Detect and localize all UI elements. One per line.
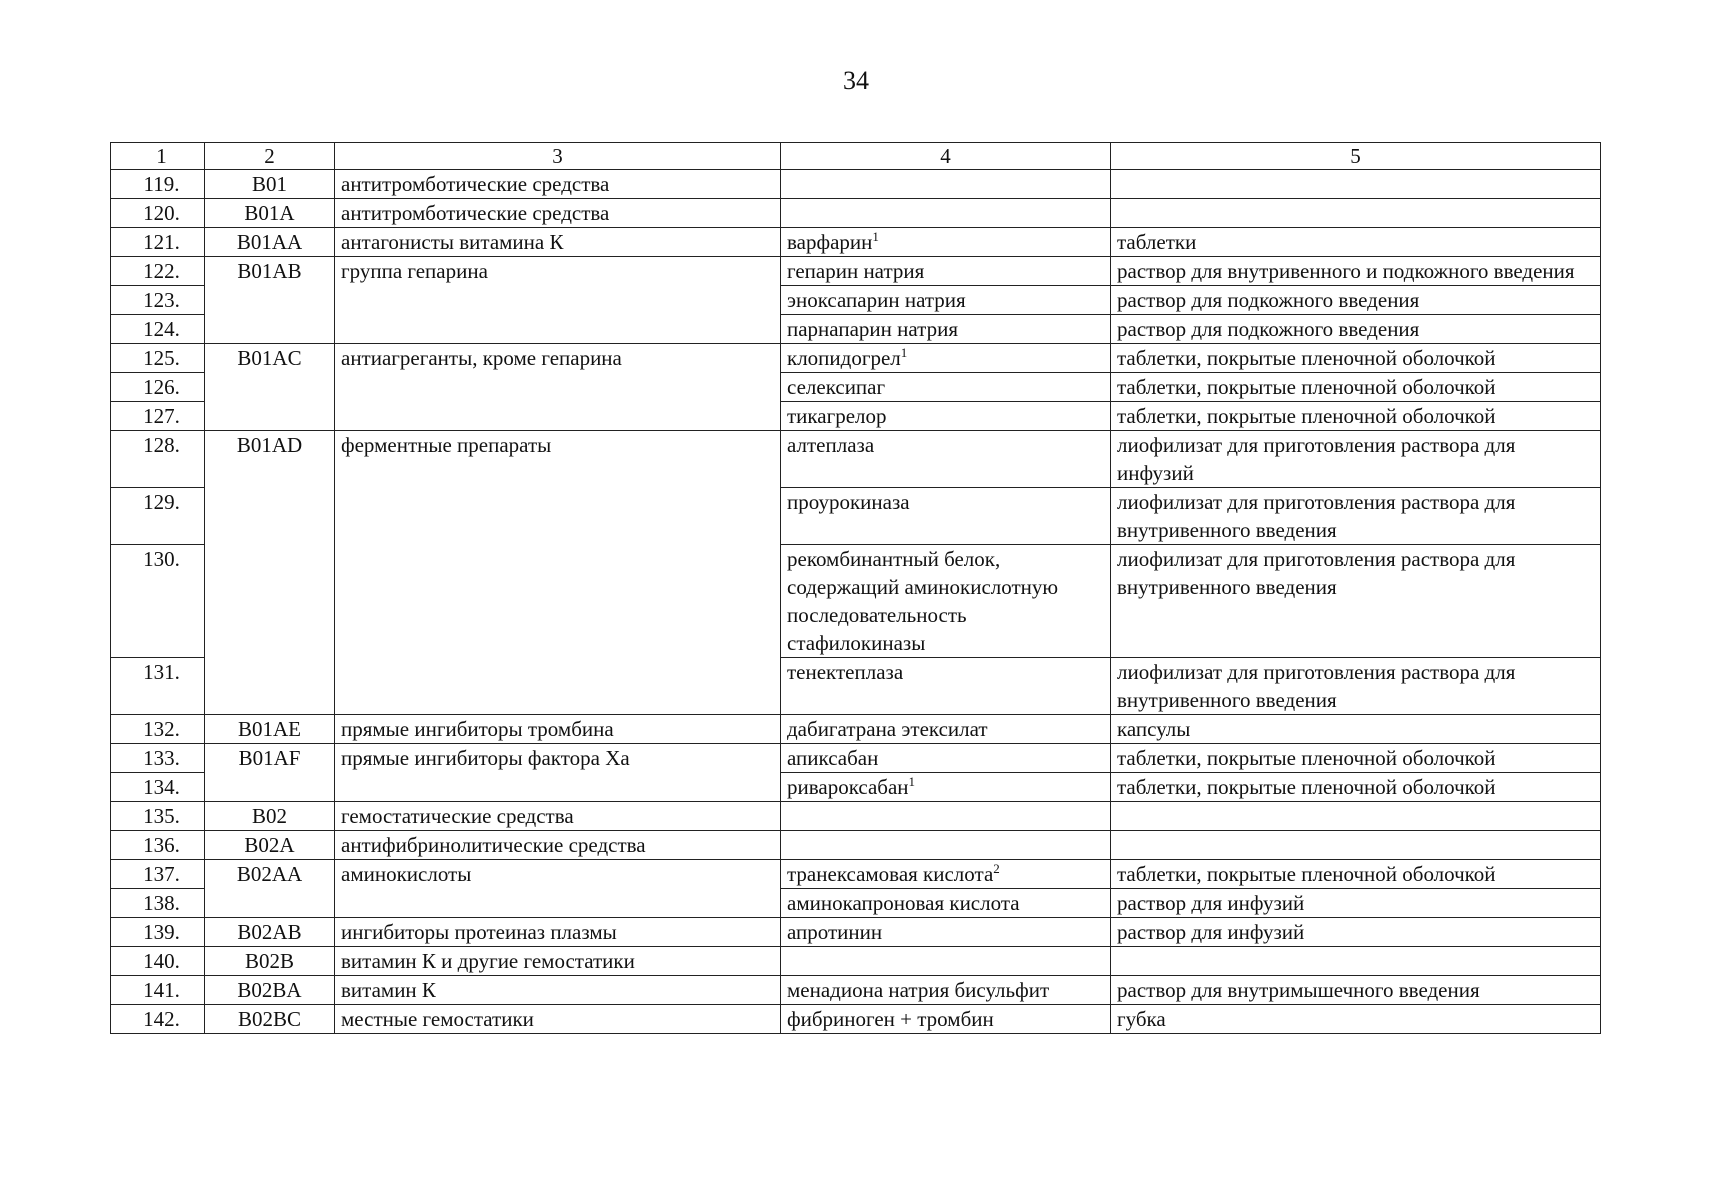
atc-code: B01AC xyxy=(205,344,335,431)
atc-group: антитромботические средства xyxy=(335,170,781,199)
table-row xyxy=(111,257,1601,286)
column-header: 4 xyxy=(781,143,1111,170)
atc-code: B01AA xyxy=(205,228,335,257)
atc-group: группа гепарина xyxy=(335,257,781,344)
footnote-mark: 1 xyxy=(908,774,916,789)
atc-code: B02AA xyxy=(205,860,335,918)
dosage-form: раствор для подкожного введения xyxy=(1111,286,1601,315)
table-row xyxy=(111,431,1601,488)
row-number: 120. xyxy=(111,199,205,228)
table-row xyxy=(111,744,1601,773)
footnote-mark: 2 xyxy=(993,861,1000,876)
page-number: 34 xyxy=(843,66,869,95)
row-number: 139. xyxy=(111,918,205,947)
row-number: 124. xyxy=(111,315,205,344)
dosage-form: раствор для подкожного введения xyxy=(1111,315,1601,344)
atc-group: ферментные препараты xyxy=(335,431,781,715)
drug-name xyxy=(781,831,1111,860)
dosage-form: таблетки, покрытые пленочной оболочкой xyxy=(1111,373,1601,402)
dosage-form: раствор для внутримышечного введения xyxy=(1111,976,1601,1005)
atc-code: B01AE xyxy=(205,715,335,744)
row-number: 137. xyxy=(111,860,205,889)
dosage-form: таблетки, покрытые пленочной оболочкой xyxy=(1111,744,1601,773)
drug-name xyxy=(781,170,1111,199)
row-number: 135. xyxy=(111,802,205,831)
dosage-form: лиофилизат для приготовления раствора для внутривенного введения xyxy=(1111,488,1601,545)
column-header: 5 xyxy=(1111,143,1601,170)
atc-code: B02A xyxy=(205,831,335,860)
table-row xyxy=(111,860,1601,889)
row-number: 134. xyxy=(111,773,205,802)
drug-name: апротинин xyxy=(781,918,1111,947)
table-row xyxy=(111,199,1601,228)
dosage-form: лиофилизат для приготовления раствора для инфузий xyxy=(1111,431,1601,488)
table-row xyxy=(111,170,1601,199)
row-number: 138. xyxy=(111,889,205,918)
atc-code: B01 xyxy=(205,170,335,199)
atc-code: B02 xyxy=(205,802,335,831)
drug-name-text: ривароксабан xyxy=(787,775,909,799)
row-number: 141. xyxy=(111,976,205,1005)
drug-name: гепарин натрия xyxy=(781,257,1111,286)
dosage-form: губка xyxy=(1111,1005,1601,1034)
atc-code: B02BC xyxy=(205,1005,335,1034)
table-row xyxy=(111,802,1601,831)
drug-name: менадиона натрия бисульфит xyxy=(781,976,1111,1005)
dosage-form: раствор для инфузий xyxy=(1111,889,1601,918)
drug-name-text: варфарин xyxy=(787,230,873,254)
row-number: 142. xyxy=(111,1005,205,1034)
atc-code: B02AB xyxy=(205,918,335,947)
dosage-form: таблетки xyxy=(1111,228,1601,257)
drug-name: селексипаг xyxy=(781,373,1111,402)
dosage-form xyxy=(1111,170,1601,199)
dosage-form xyxy=(1111,199,1601,228)
dosage-form: таблетки, покрытые пленочной оболочкой xyxy=(1111,773,1601,802)
row-number: 123. xyxy=(111,286,205,315)
dosage-form xyxy=(1111,947,1601,976)
row-number: 121. xyxy=(111,228,205,257)
table-row xyxy=(111,947,1601,976)
drug-name-text: транексамовая кислота xyxy=(787,862,994,886)
row-number: 132. xyxy=(111,715,205,744)
atc-group: аминокислоты xyxy=(335,860,781,918)
drug-name xyxy=(781,860,1111,889)
row-number: 128. xyxy=(111,431,205,488)
drug-name-text: клопидогрел xyxy=(787,346,901,370)
table-row xyxy=(111,228,1601,257)
table-row xyxy=(111,1005,1601,1034)
atc-group: прямые ингибиторы фактора Xa xyxy=(335,744,781,802)
drug-name xyxy=(781,228,1111,257)
column-header: 2 xyxy=(205,143,335,170)
drug-name: эноксапарин натрия xyxy=(781,286,1111,315)
drug-name: тикагрелор xyxy=(781,402,1111,431)
dosage-form xyxy=(1111,831,1601,860)
drug-name: проурокиназа xyxy=(781,488,1111,545)
footnote-mark: 1 xyxy=(900,345,908,360)
row-number: 130. xyxy=(111,545,205,658)
footnote-mark: 1 xyxy=(872,229,879,244)
drug-name xyxy=(781,199,1111,228)
atc-group: антитромботические средства xyxy=(335,199,781,228)
drug-name: апиксабан xyxy=(781,744,1111,773)
atc-code: B01AD xyxy=(205,431,335,715)
atc-group: антифибринолитические средства xyxy=(335,831,781,860)
row-number: 125. xyxy=(111,344,205,373)
atc-group: витамин К и другие гемостатики xyxy=(335,947,781,976)
table-row xyxy=(111,344,1601,373)
atc-group: антагонисты витамина К xyxy=(335,228,781,257)
drug-name: дабигатрана этексилат xyxy=(781,715,1111,744)
table-row xyxy=(111,831,1601,860)
table-row xyxy=(111,715,1601,744)
atc-group: ингибиторы протеиназ плазмы xyxy=(335,918,781,947)
atc-group: местные гемостатики xyxy=(335,1005,781,1034)
table-row xyxy=(111,918,1601,947)
atc-code: B01AB xyxy=(205,257,335,344)
drug-name: фибриноген + тромбин xyxy=(781,1005,1111,1034)
row-number: 126. xyxy=(111,373,205,402)
drug-name: аминокапроновая кислота xyxy=(781,889,1111,918)
drug-table xyxy=(110,142,1601,1034)
atc-group: прямые ингибиторы тромбина xyxy=(335,715,781,744)
drug-name xyxy=(781,773,1111,802)
atc-code: B01A xyxy=(205,199,335,228)
column-header: 1 xyxy=(111,143,205,170)
table-row xyxy=(111,976,1601,1005)
table-header-row xyxy=(111,143,1601,170)
dosage-form: лиофилизат для приготовления раствора для внутривенного введения xyxy=(1111,658,1601,715)
dosage-form xyxy=(1111,802,1601,831)
dosage-form: лиофилизат для приготовления раствора для внутривенного введения xyxy=(1111,545,1601,658)
drug-name xyxy=(781,802,1111,831)
dosage-form: раствор для внутривенного и подкожного введения xyxy=(1111,257,1601,286)
atc-code: B02B xyxy=(205,947,335,976)
drug-name: рекомбинантный белок, содержащий аминокислотную последовательность стафилокиназы xyxy=(781,545,1111,658)
drug-name xyxy=(781,947,1111,976)
row-number: 119. xyxy=(111,170,205,199)
drug-name: алтеплаза xyxy=(781,431,1111,488)
atc-code: B02BA xyxy=(205,976,335,1005)
drug-name: тенектеплаза xyxy=(781,658,1111,715)
dosage-form: капсулы xyxy=(1111,715,1601,744)
row-number: 131. xyxy=(111,658,205,715)
dosage-form: таблетки, покрытые пленочной оболочкой xyxy=(1111,860,1601,889)
row-number: 136. xyxy=(111,831,205,860)
row-number: 133. xyxy=(111,744,205,773)
atc-group: гемостатические средства xyxy=(335,802,781,831)
atc-group: витамин К xyxy=(335,976,781,1005)
column-header: 3 xyxy=(335,143,781,170)
row-number: 127. xyxy=(111,402,205,431)
row-number: 129. xyxy=(111,488,205,545)
row-number: 122. xyxy=(111,257,205,286)
dosage-form: раствор для инфузий xyxy=(1111,918,1601,947)
atc-group: антиагреганты, кроме гепарина xyxy=(335,344,781,431)
dosage-form: таблетки, покрытые пленочной оболочкой xyxy=(1111,344,1601,373)
atc-code: B01AF xyxy=(205,744,335,802)
drug-name xyxy=(781,344,1111,373)
drug-name: парнапарин натрия xyxy=(781,315,1111,344)
row-number: 140. xyxy=(111,947,205,976)
dosage-form: таблетки, покрытые пленочной оболочкой xyxy=(1111,402,1601,431)
